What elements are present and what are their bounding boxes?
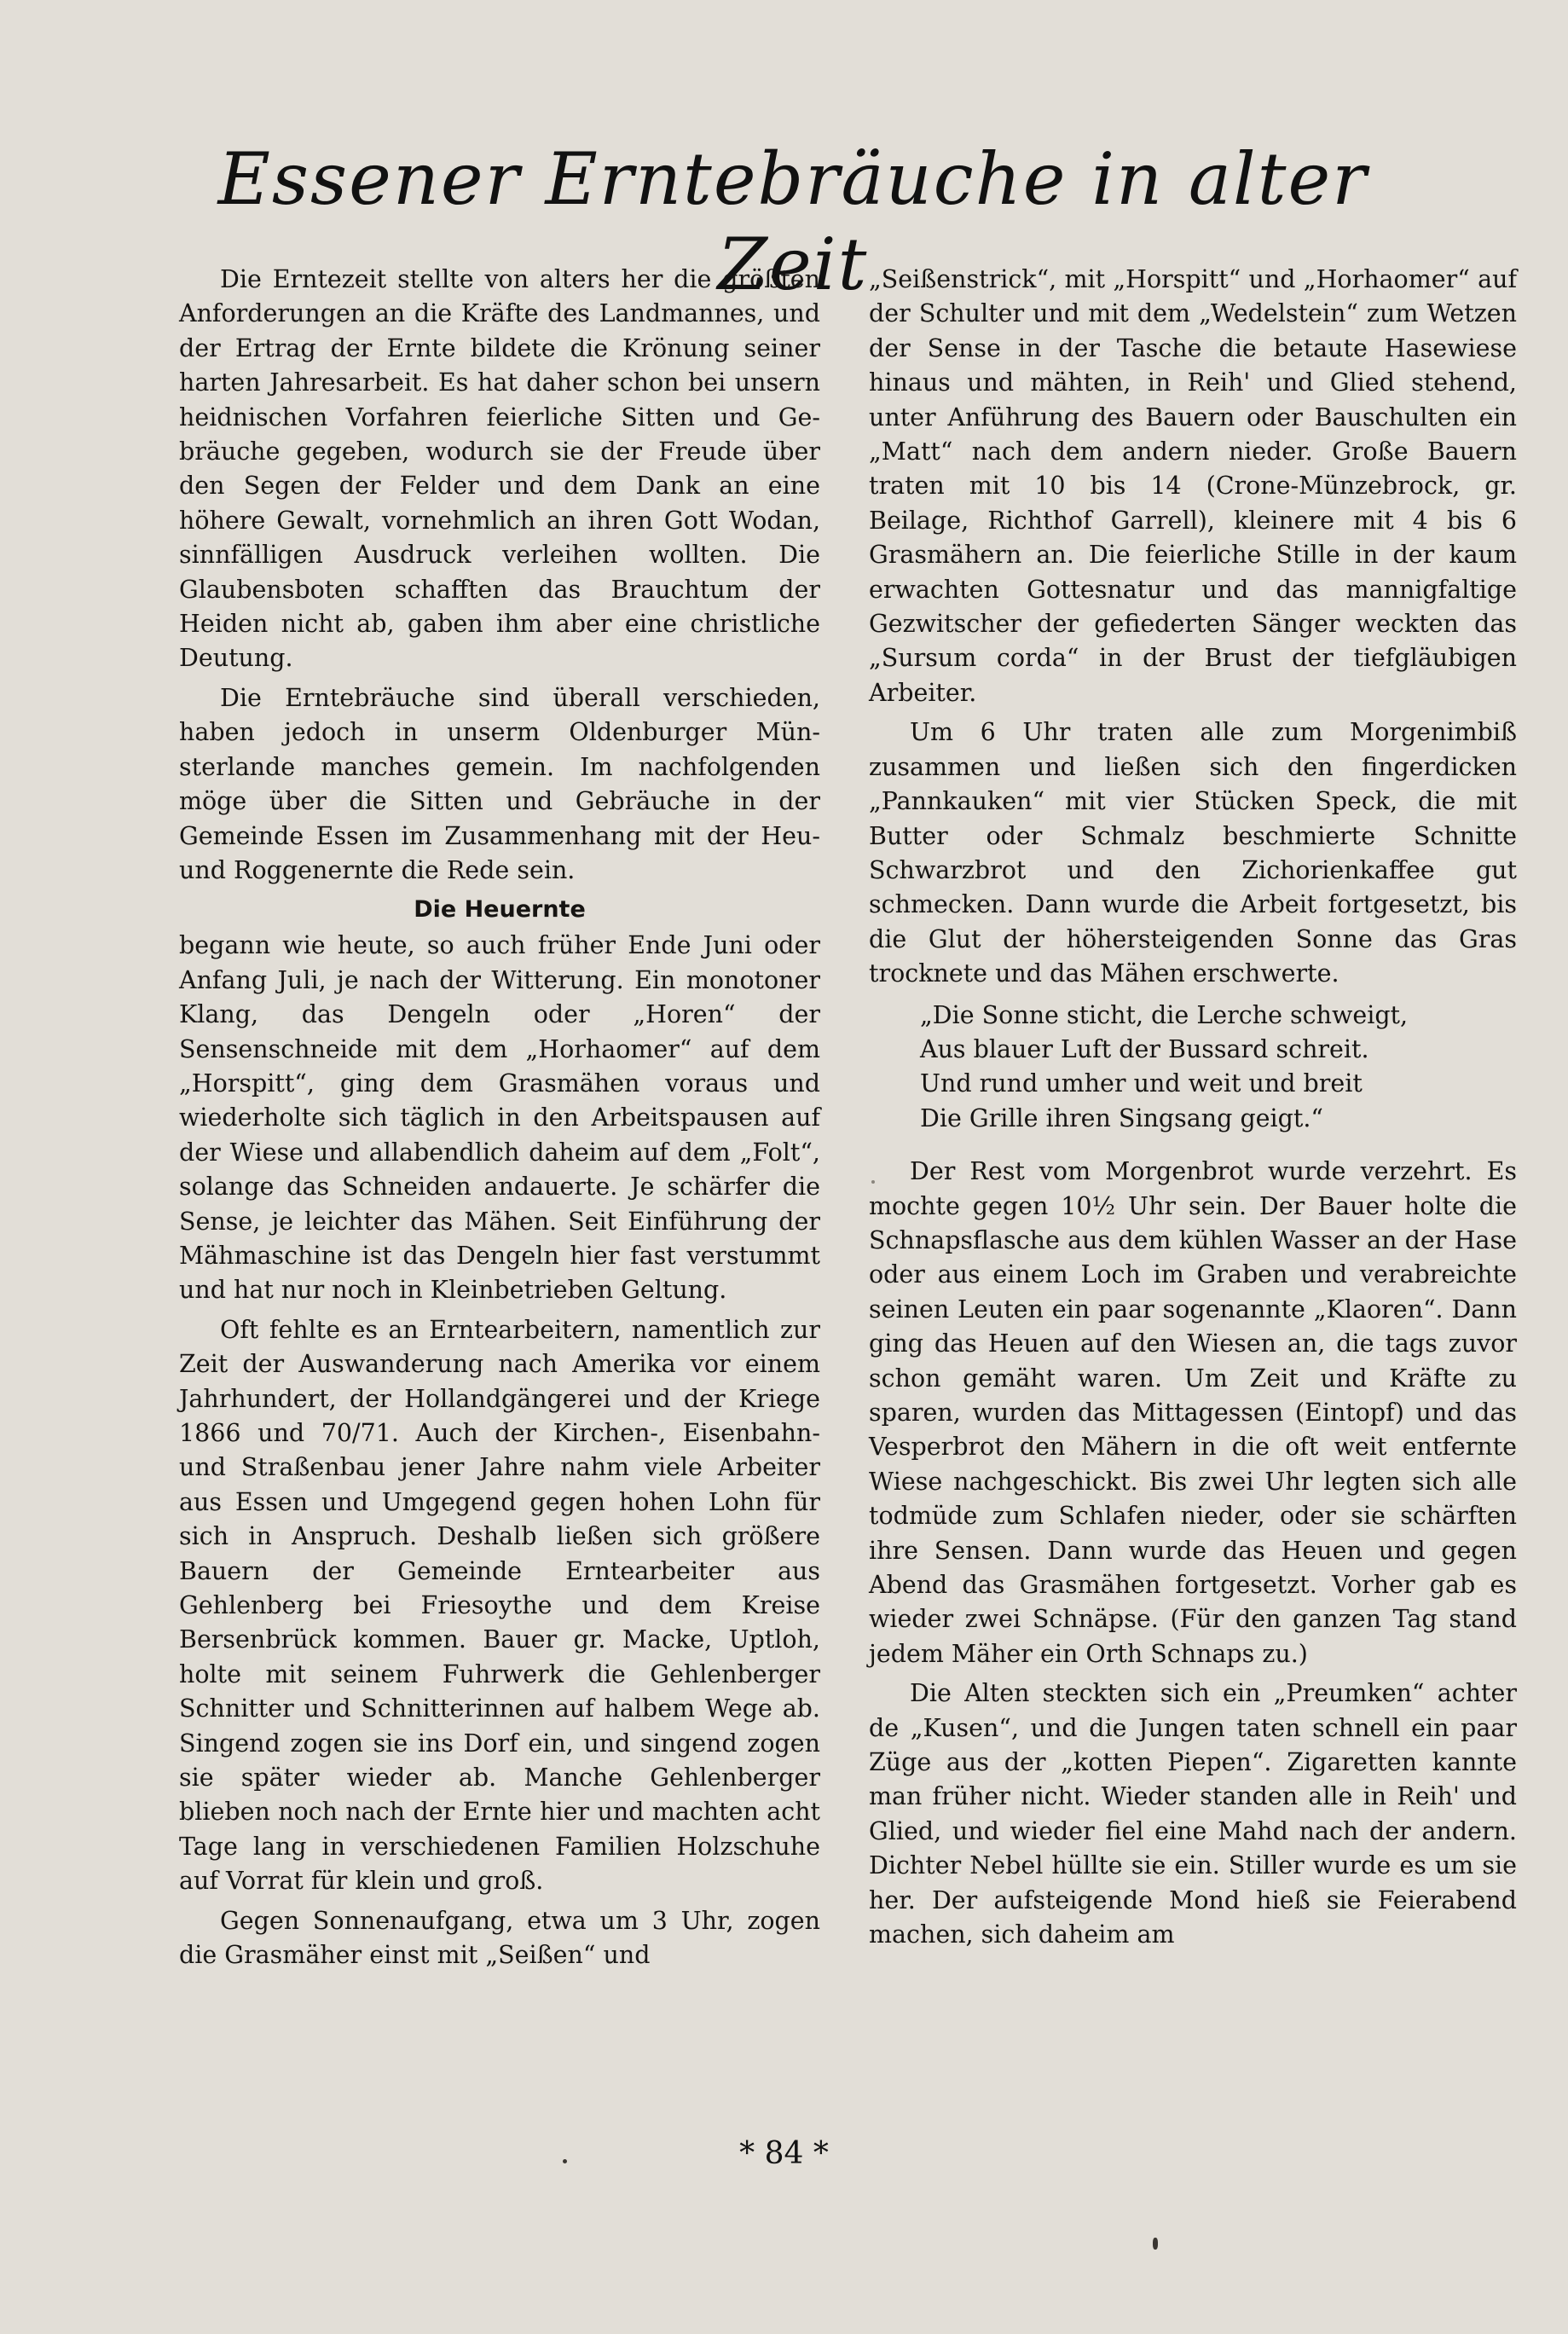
- right-column-paragraph: Der Rest vom Morgenbrot wurde verzehrt. Es mochte gegen 10½ Uhr sein. Der Bauer holte die Schnapsflasche aus dem kühlen Wasser an der Hase oder aus einem Loch im Graben und verabreichte seinen Leuten ein paar sogenannte „Klaoren“. Dann ging das Heuen auf den Wiesen an, die tags zuvor schon gemäht waren. Um Zeit und Kräfte zu sparen, wurden das Mittagessen (Eintopf) und das Vesperbrot den Mähern in die oft weit entfernte Wiese nachgeschickt. Bis zwei Uhr legten sich alle todmüde zum Schlafen nieder, oder sie schärften ihre Sensen. Dann wurde das Heuen und gegen Abend das Grasmähen fortgesetzt. Vorher gab es wieder zwei Schnäpse. (Für den ganzen Tag stand jedem Mäher ein Orth Schnaps zu.): [869, 1157, 1517, 1668]
- print-speck: [871, 1180, 875, 1184]
- section-heading: Die Heuernte: [414, 896, 586, 924]
- article-title: Essener Erntebräuche in alter Zeit: [217, 137, 1368, 306]
- print-speck: [563, 2159, 567, 2163]
- poem-line: „Die Sonne sticht, die Lerche schweigt,: [920, 1000, 1409, 1029]
- right-column-paragraph: Die Alten steckten sich ein „Preumken“ achter de „Kusen“, und die Jungen taten schnell ein paar Züge aus der „kotten Piepen“. Zigaretten kannte man früher nicht. Wieder standen alle in Reih' und Glied, und wieder fiel eine Mahd nach der andern. Dichter Nebel hüllte sie ein. Stiller wurde es um sie her. Der aufsteigende Mond hieß sie Feierabend machen, sich daheim am: [869, 1679, 1517, 1949]
- left-column-paragraph: Oft fehlte es an Erntearbeitern, namentlich zur Zeit der Auswanderung nach Amerika vor einem Jahrhundert, der Hollandgängerei und der Kriege 1866 und 70/71. Auch der Kirchen-, Eisenbahn- und Straßenbau jener Jahre nahm viele Arbeiter aus Essen und Umgegend gegen hohen Lohn für sich in Anspruch. Deshalb ließen sich größere Bauern der Gemeinde Erntearbeiter aus Gehlenberg bei Friesoythe und dem Kreise Bersenbrück kommen. Bauer gr. Macke, Uptloh, holte mit seinem Fuhrwerk die Gehlenberger Schnitter und Schnitterinnen auf halbem Wege ab. Singend zogen sie ins Dorf ein, und singend zogen sie später wieder ab. Manche Gehlenberger blieben noch nach der Ernte hier und machten acht Tage lang in verschiedenen Familien Holzschuhe auf Vorrat für klein und groß.: [179, 1315, 820, 1896]
- left-column-paragraph: Gegen Sonnenaufgang, etwa um 3 Uhr, zogen die Grasmäher einst mit „Seißen“ und: [179, 1906, 820, 1970]
- left-column-paragraph: Die Erntebräuche sind überall verschieden, haben jedoch in unserm Oldenburger Münsterlande manches gemein. Im nachfolgenden möge über die Sitten und Gebräuche in der Gemeinde Essen im Zusammenhang mit der Heu- und Roggenernte die Rede sein.: [179, 683, 820, 884]
- poem-quote: [920, 999, 1517, 1137]
- poem-line: Und rund umher und weit und breit: [920, 1069, 1363, 1098]
- left-text-column: [179, 263, 820, 1978]
- left-column-paragraph: begann wie heute, so auch früher Ende Juni oder Anfang Juli, je nach der Witterung. Ein monotoner Klang, das Dengeln oder „Horen“ der Sensenschneide mit dem „Horhaomer“ auf dem „Horspitt“, ging dem Grasmähen voraus und wiederholte sich täglich in den Arbeitspausen auf der Wiese und allabendlich daheim auf dem „Folt“, solange das Schneiden andauerte. Je schärfer die Sense, je leichter das Mähen. Seit Einführung der Mähmaschine ist das Dengeln hier fast verstummt und hat nur noch in Kleinbetrieben Geltung.: [179, 931, 820, 1305]
- right-column-paragraph: „Seißenstrick“, mit „Horspitt“ und „Horhaomer“ auf der Schulter und mit dem „Wedelstein“ zum Wetzen der Sense in der Tasche die betaute Hasewiese hinaus und mähten, in Reih' und Glied stehend, unter Anführung des Bauern oder Bauschulten ein „Matt“ nach dem andern nieder. Große Bauern traten mit 10 bis 14 (Crone-Münzebrock, gr. Beilage, Richthof Garrell), kleinere mit 4 bis 6 Grasmähern an. Die feierliche Stille in der kaum erwachten Gottesnatur und das mannigfaltige Gezwitscher der gefiederten Sänger weckten das „Sursum corda“ in der Brust der tiefgläubigen Arbeiter.: [869, 265, 1517, 707]
- right-column-paragraph: Um 6 Uhr traten alle zum Morgenimbiß zusammen und ließen sich den fingerdicken „Pannkauken“ mit vier Stücken Speck, die mit Butter oder Schmalz beschmierte Schnitte Schwarzbrot und den Zichorienkaffee gut schmecken. Dann wurde die Arbeit fortgesetzt, bis die Glut der höhersteigenden Sonne das Gras trocknete und das Mähen erschwerte.: [869, 718, 1517, 988]
- poem-line: Die Grille ihren Singsang geigt.“: [920, 1103, 1323, 1132]
- right-text-column: [869, 263, 1517, 1958]
- poem-line: Aus blauer Luft der Bussard schreit.: [920, 1034, 1369, 1063]
- print-speck: [1153, 2238, 1158, 2250]
- left-column-paragraph: Die Erntezeit stellte von alters her die größten Anforderungen an die Kräfte des Landmannes, und der Ertrag der Ernte bildete die Krönung seiner harten Jahresarbeit. Es hat daher schon bei unsern heidnischen Vorfahren feierliche Sitten und Gebräuche gegeben, wodurch sie der Freude über den Segen der Felder und dem Dank an eine höhere Gewalt, vornehmlich an ihren Gott Wodan, sinnfälligen Ausdruck verleihen wollten. Die Glaubensboten schafften das Brauchtum der Heiden nicht ab, gaben ihm aber eine christliche Deutung.: [179, 265, 820, 673]
- page-number: * 84 *: [739, 2136, 829, 2171]
